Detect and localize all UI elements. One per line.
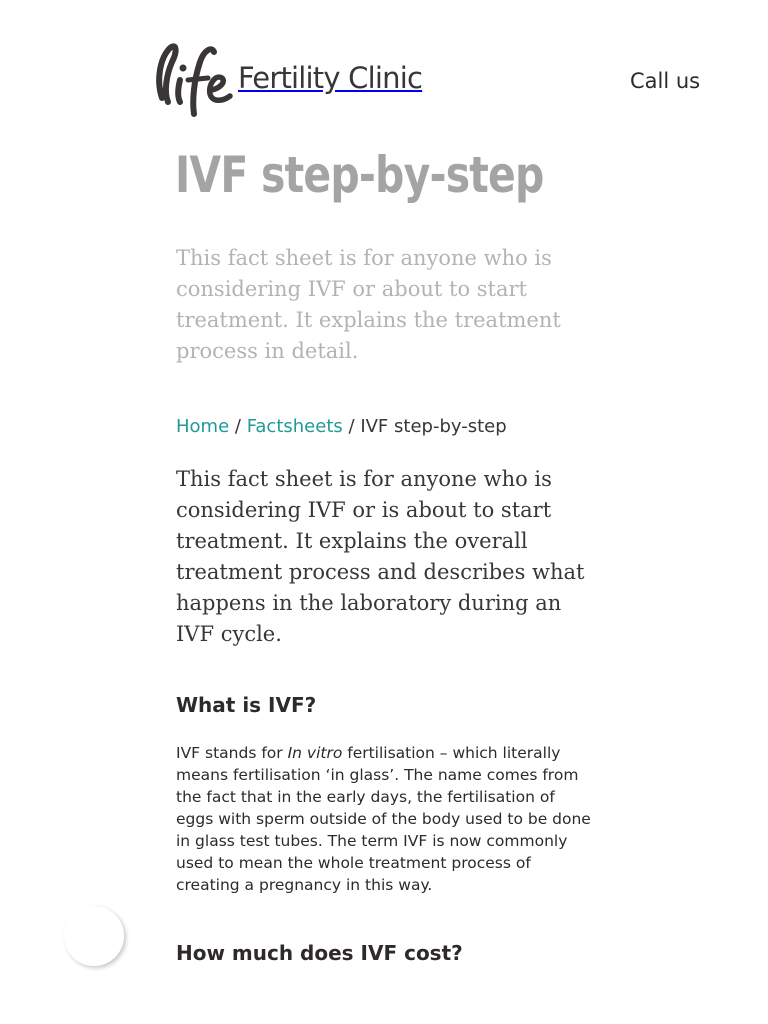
logo-wordmark: Fertility Clinic bbox=[238, 61, 423, 95]
lead-paragraph: This fact sheet is for anyone who is considering IVF or is about to start treatment. It explains the overall treatment process and describes what happens in the laboratory during an IVF cycle. bbox=[176, 467, 585, 646]
page-title: IVF step-by-step bbox=[175, 146, 544, 204]
floating-action-button[interactable] bbox=[64, 906, 124, 966]
breadcrumb-separator: / bbox=[348, 416, 355, 437]
breadcrumb-factsheets-link[interactable]: Factsheets bbox=[246, 416, 343, 437]
section-heading-ivf-cost: How much does IVF cost? bbox=[176, 941, 463, 965]
site-logo[interactable] bbox=[150, 40, 422, 120]
what-is-ivf-paragraph: IVF stands for In vitro fertilisation – which literally means fertilisation ‘in glass’. The name comes from the fact that in the early days, the fertilisation of eggs with sperm outside of the body used to be done in glass test tubes. The term IVF is now commonly used to mean the whole treatment process of creating a pregnancy in this way. bbox=[176, 744, 591, 894]
intro-summary: This fact sheet is for anyone who is considering IVF or about to start treatment. It explains the treatment process in detail. bbox=[176, 246, 561, 363]
site-header bbox=[0, 0, 768, 130]
breadcrumb-home-link[interactable]: Home bbox=[176, 416, 230, 437]
section-heading-what-is-ivf: What is IVF? bbox=[176, 693, 317, 717]
breadcrumb-separator: / bbox=[234, 416, 241, 437]
breadcrumb-current: IVF step-by-step bbox=[360, 416, 507, 437]
life-script-logo-icon bbox=[150, 40, 236, 120]
call-us-link[interactable]: Call us bbox=[630, 69, 701, 93]
breadcrumb bbox=[176, 416, 507, 437]
